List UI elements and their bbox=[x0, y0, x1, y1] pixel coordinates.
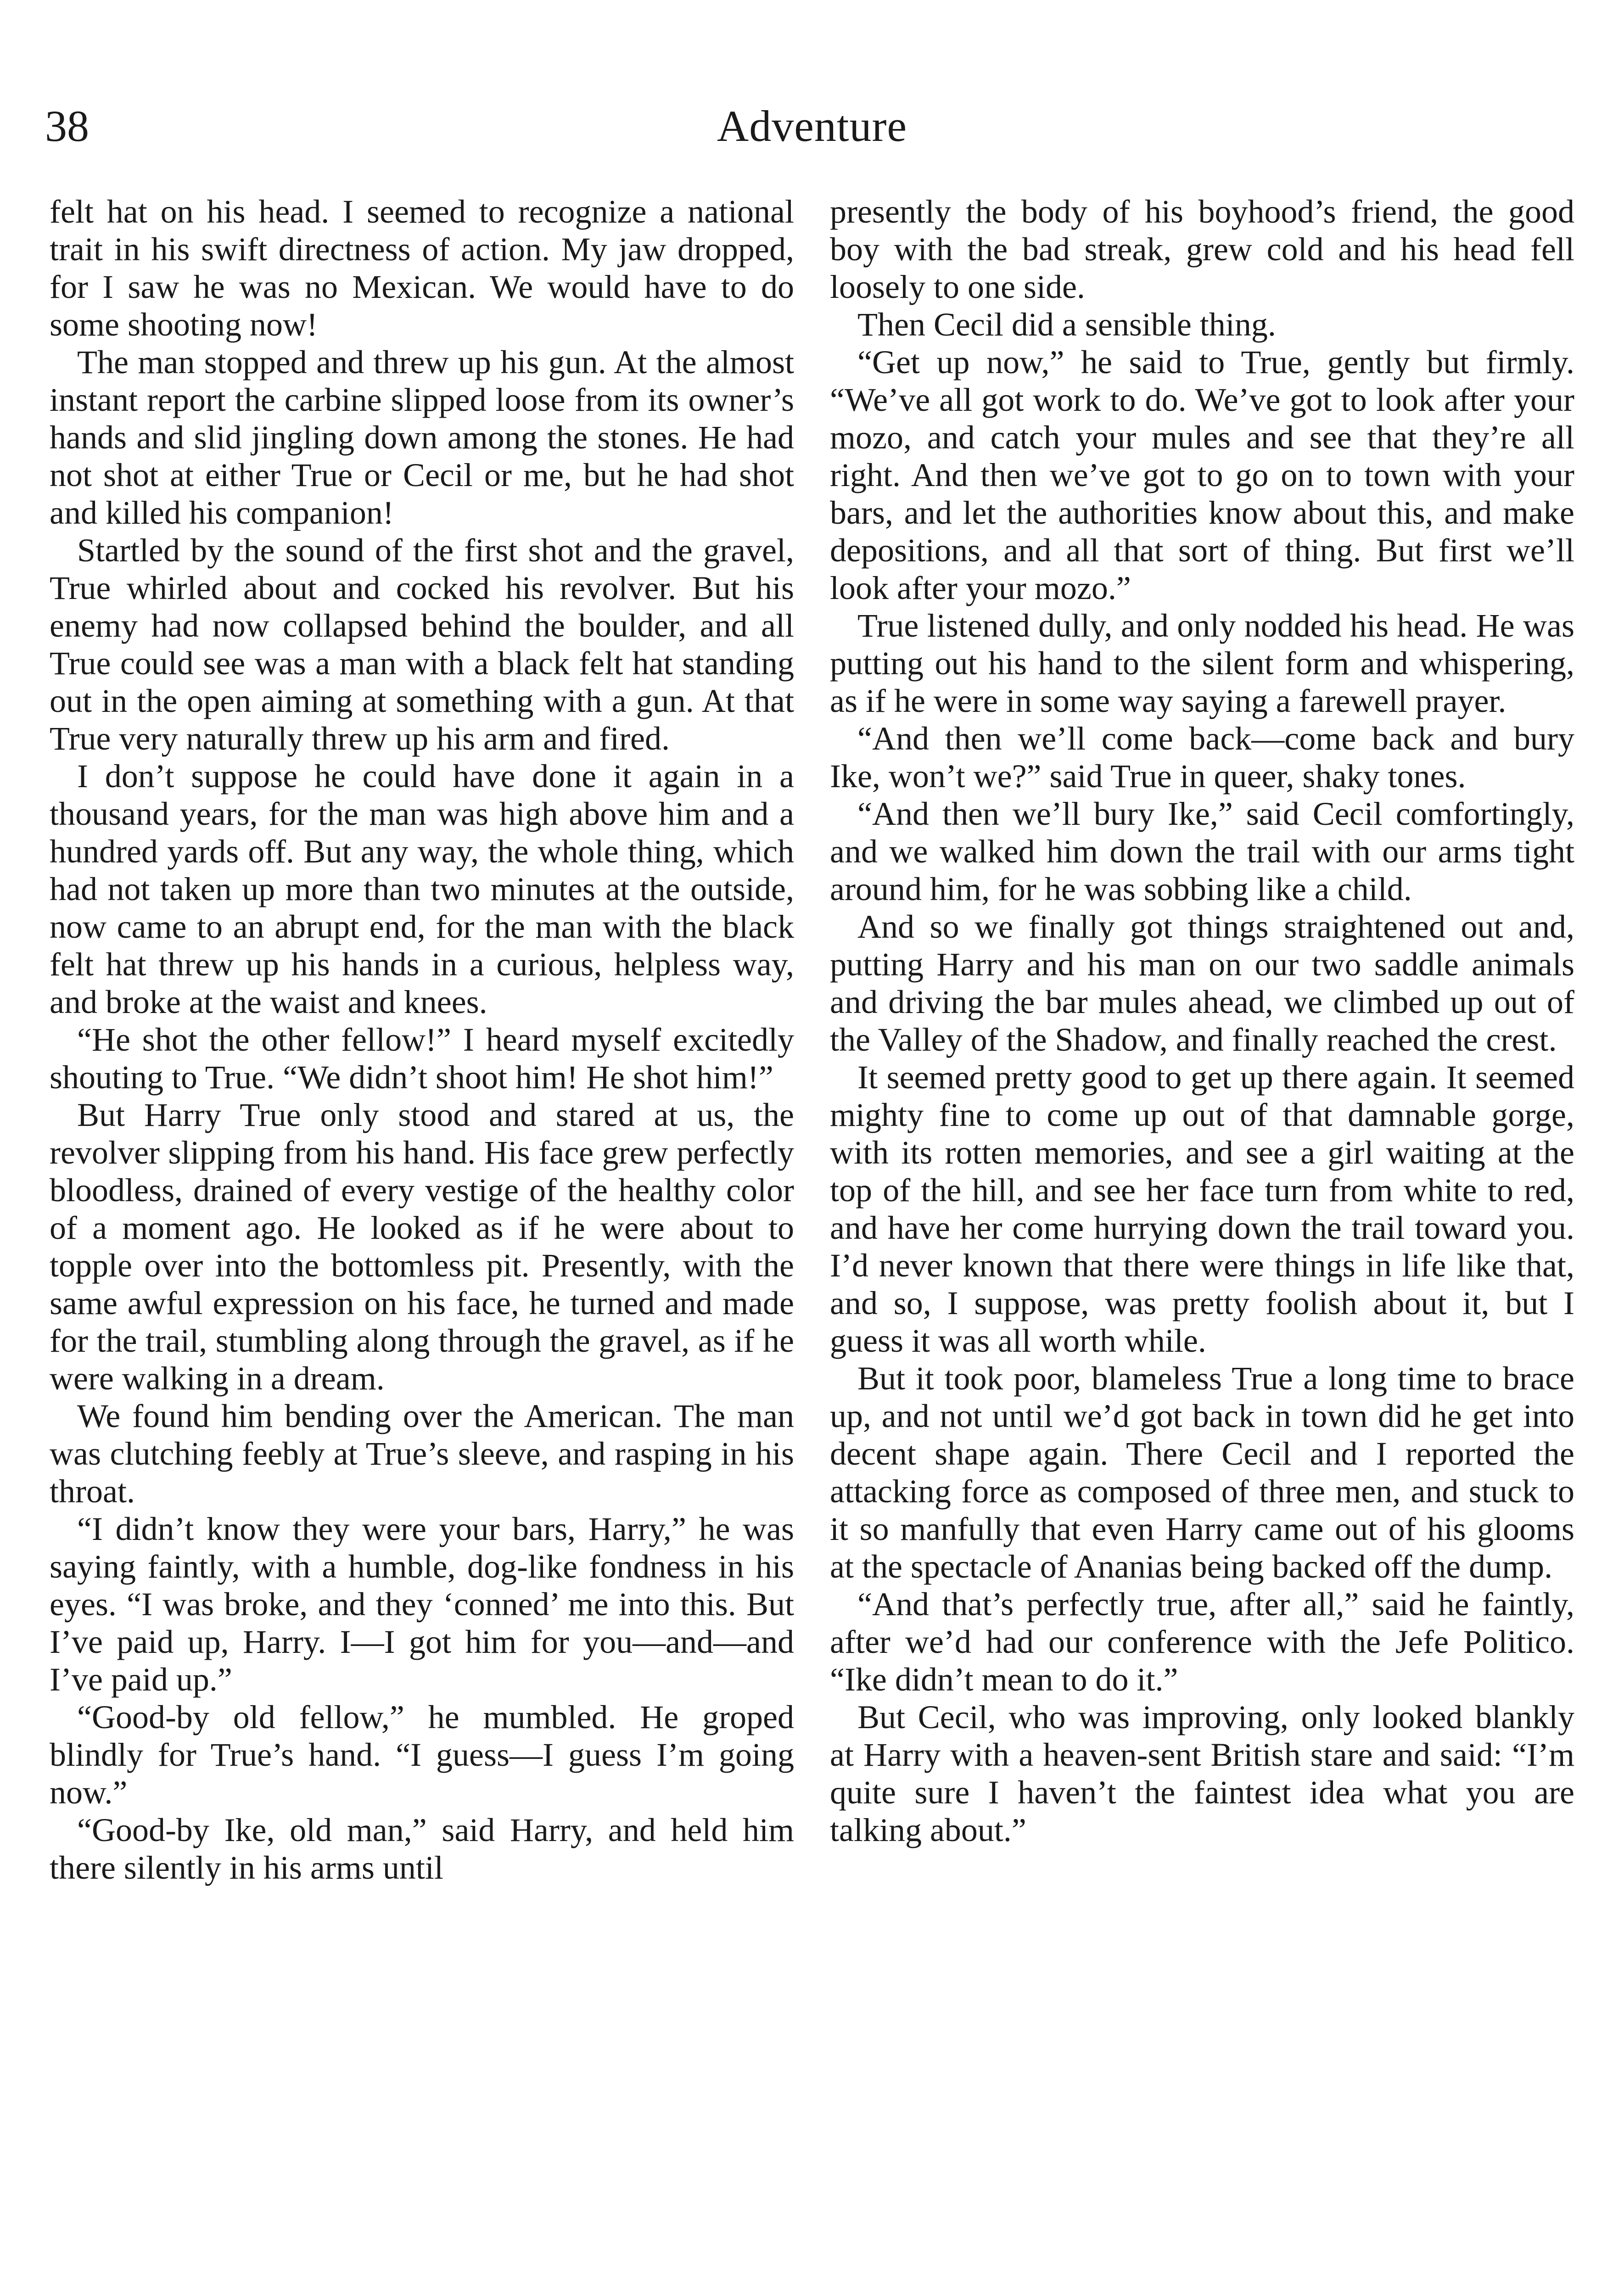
paragraph: Then Cecil did a sensible thing. bbox=[857, 306, 1276, 343]
paragraph: The man stopped and threw up his gun. At the almost instant report the carbine slipped loose from its owner’s hands and slid jingling down among the stones. He had not shot at either True or Cecil or me, but he had shot and killed his companion! bbox=[50, 344, 794, 531]
paragraph: felt hat on his head. I seemed to recognize a national trait in his swift directness of action. My jaw dropped, for I saw he was no Mexican. We would have to do some shooting now! bbox=[50, 193, 794, 343]
paragraph: “Get up now,” he said to True, gently but firmly. “We’ve all got work to do. We’ve got to look after your mozo, and catch your mules and see that they’re all right. And then we’ve got to go on to town with your bars, and let the authorities know about this, and make depositions, and all that sort of thing. But first we’ll look after your mozo.” bbox=[830, 344, 1574, 606]
paragraph: “Good-by old fellow,” he mumbled. He groped blindly for True’s hand. “I guess—I guess I’m going now.” bbox=[50, 1699, 794, 1811]
paragraph: I don’t suppose he could have done it again in a thousand years, for the man was high above him and a hundred yards off. But any way, the whole thing, which had not taken up more than two minutes at the outside, now came to an abrupt end, for the man with the black felt hat threw up his hands in a curious, helpless way, and broke at the waist and knees. bbox=[50, 758, 794, 1020]
paragraph: “Good-by Ike, old man,” said Harry, and held him there silently in his arms until bbox=[50, 1812, 794, 1886]
paragraph: “I didn’t know they were your bars, Harry,” he was saying faintly, with a humble, dog-like fondness in his eyes. “I was broke, and they ‘conned’ me into this. But I’ve paid up, Harry. I—I got him for you—and—and I’ve paid up.” bbox=[50, 1511, 794, 1698]
paragraph: “And then we’ll bury Ike,” said Cecil comfortingly, and we walked him down the trail with our arms tight around him, for he was sobbing like a child. bbox=[830, 795, 1574, 907]
paragraph: But Harry True only stood and stared at us, the revolver slipping from his hand. His face grew perfectly bloodless, drained of every vestige of the healthy color of a moment ago. He looked as if he were about to topple over into the bottomless pit. Presently, with the same awful expression on his face, he turned and made for the trail, stumbling along through the gravel, as if he were walking in a dream. bbox=[50, 1097, 794, 1397]
paragraph: We found him bending over the American. The man was clutching feebly at True’s sleeve, and rasping in his throat. bbox=[50, 1398, 794, 1510]
right-column bbox=[830, 193, 1574, 1849]
page-header bbox=[0, 99, 1624, 154]
paragraph: “He shot the other fellow!” I heard myself excitedly shouting to True. “We didn’t shoot him! He shot him!” bbox=[50, 1021, 794, 1096]
paragraph: It seemed pretty good to get up there again. It seemed mighty fine to come up out of that damnable gorge, with its rotten memories, and see a girl waiting at the top of the hill, and see her face turn from white to red, and have her come hurrying down the trail toward you. I’d never known that there were things in life like that, and so, I suppose, was pretty foolish about it, but I guess it was all worth while. bbox=[830, 1059, 1574, 1359]
left-column bbox=[50, 193, 794, 1886]
paragraph: And so we finally got things straightened out and, putting Harry and his man on our two saddle animals and driving the bar mules ahead, we climbed up out of the Valley of the Shadow, and finally reached the crest. bbox=[830, 908, 1574, 1058]
paragraph: “And that’s perfectly true, after all,” said he faintly, after we’d had our conference with the Jefe Politico. “Ike didn’t mean to do it.” bbox=[830, 1586, 1574, 1698]
paragraph: True listened dully, and only nodded his head. He was putting out his hand to the silent form and whispering, as if he were in some way saying a farewell prayer. bbox=[830, 607, 1574, 719]
page-number: 38 bbox=[45, 101, 89, 151]
running-title: Adventure bbox=[717, 101, 907, 151]
paragraph: But it took poor, blameless True a long time to brace up, and not until we’d got back in town did he get into decent shape again. There Cecil and I reported the attacking force as composed of three men, and stuck to it so manfully that even Harry came out of his glooms at the spectacle of Ananias being backed off the dump. bbox=[830, 1360, 1574, 1585]
paragraph: “And then we’ll come back—come back and bury Ike, won’t we?” said True in queer, shaky tones. bbox=[830, 720, 1574, 795]
paragraph: presently the body of his boyhood’s friend, the good boy with the bad streak, grew cold and his head fell loosely to one side. bbox=[830, 193, 1574, 305]
paragraph: But Cecil, who was improving, only looked blankly at Harry with a heaven-sent British stare and said: “I’m quite sure I haven’t the faintest idea what you are talking about.” bbox=[830, 1699, 1574, 1848]
paragraph: Startled by the sound of the first shot and the gravel, True whirled about and cocked his revolver. But his enemy had now collapsed behind the boulder, and all True could see was a man with a black felt hat standing out in the open aiming at something with a gun. At that True very naturally threw up his arm and fired. bbox=[50, 532, 794, 757]
